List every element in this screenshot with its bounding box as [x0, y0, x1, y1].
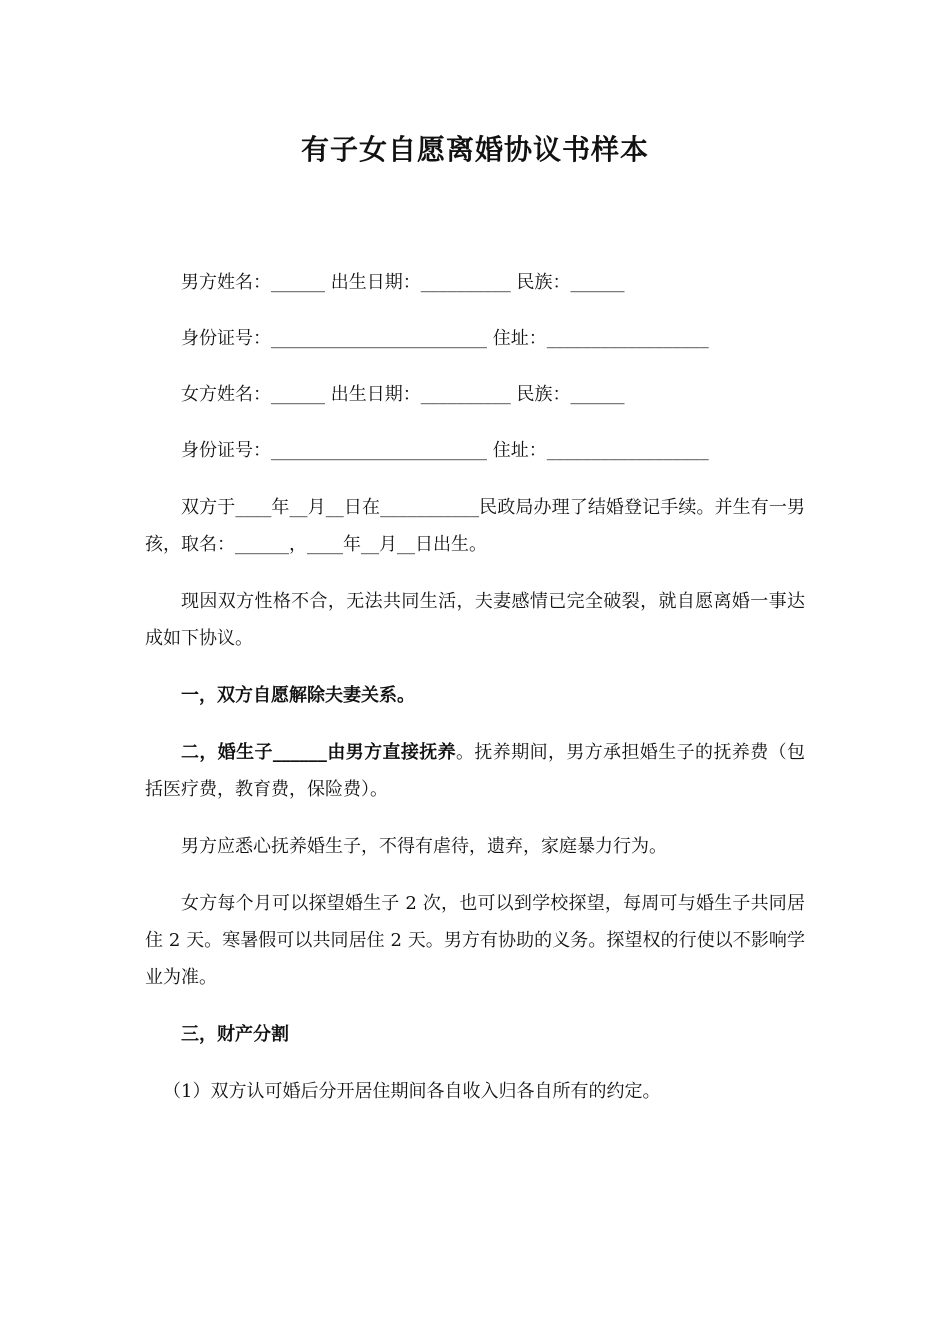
- section-1-heading: 一，双方自愿解除夫妻关系。: [181, 685, 415, 706]
- section-2-text: 。抚养期间，男方承担婚生子的抚养费（包括医疗费，教育费，保险费）。: [145, 742, 805, 800]
- male-id-line: 身份证号：________________________ 住址：__________________: [181, 328, 709, 349]
- document-title: 有子女自愿离婚协议书样本: [300, 133, 649, 166]
- visitation-paragraph: 女方每个月可以探望婚生子 2 次，也可以到学校探望，每周可与婚生子共同居住 2 天。寒暑假可以共同居住 2 天。男方有协助的义务。探望权的行使以不影响学业为准。: [145, 893, 805, 988]
- property-item-1: （1）双方认可婚后分开居住期间各自收入归各自所有的约定。: [163, 1081, 661, 1102]
- marriage-info-paragraph: 双方于____年__月__日在___________民政局办理了结婚登记手续。并生有一男孩，取名：______，____年__月__日出生。: [145, 497, 805, 555]
- reason-paragraph: 现因双方性格不合，无法共同生活，夫妻感情已完全破裂，就自愿离婚一事达成如下协议。: [145, 591, 805, 649]
- section-2-paragraph: [145, 734, 805, 808]
- section-2-heading: 二，婚生子______由男方直接抚养: [181, 742, 457, 763]
- care-paragraph: 男方应悉心抚养婚生子，不得有虐待，遗弃，家庭暴力行为。: [181, 836, 667, 857]
- female-info-line: 女方姓名：______ 出生日期：__________ 民族：______: [181, 384, 625, 405]
- section-3-heading: 三，财产分割: [181, 1024, 289, 1045]
- female-id-line: 身份证号：________________________ 住址：__________________: [181, 440, 709, 461]
- male-info-line: 男方姓名：______ 出生日期：__________ 民族：______: [181, 272, 625, 293]
